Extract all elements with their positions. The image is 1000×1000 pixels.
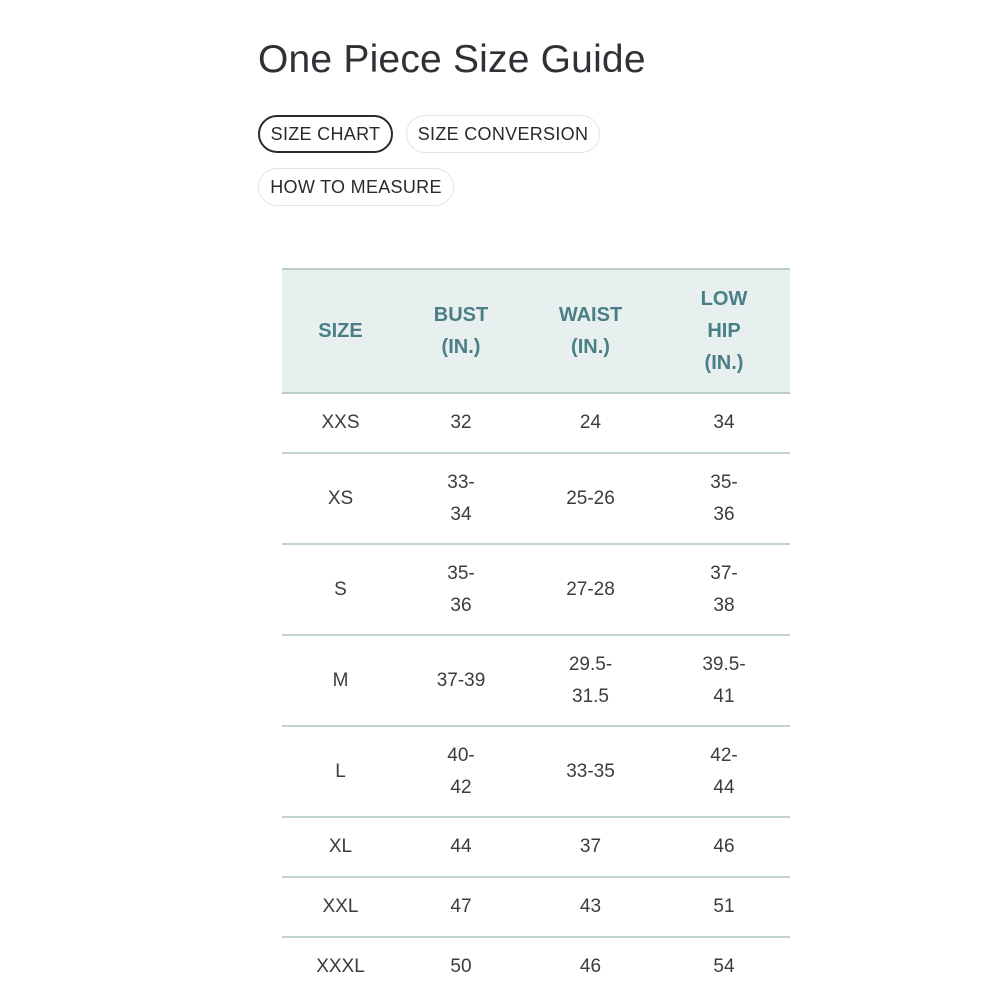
tab-size-chart[interactable]: SIZE CHART	[258, 115, 393, 153]
cell-bust: 35- 36	[399, 544, 523, 635]
cell-waist: 25-26	[523, 453, 658, 544]
table-row	[282, 393, 790, 453]
cell-hip: 39.5- 41	[658, 635, 790, 726]
table-row	[282, 453, 790, 544]
cell-bust: 32	[399, 393, 523, 453]
header-low-hip: LOW HIP (IN.)	[658, 269, 790, 393]
cell-hip: 34	[658, 393, 790, 453]
cell-waist: 33-35	[523, 726, 658, 817]
page-title: One Piece Size Guide	[258, 38, 646, 81]
tab-how-to-measure[interactable]: HOW TO MEASURE	[258, 168, 454, 206]
cell-bust: 40- 42	[399, 726, 523, 817]
cell-bust: 44	[399, 817, 523, 877]
cell-waist: 24	[523, 393, 658, 453]
cell-bust: 50	[450, 956, 472, 977]
cell-bust: 47	[399, 877, 523, 937]
table-row	[282, 817, 790, 877]
cell-waist: 46	[579, 956, 602, 977]
cell-size: M	[282, 635, 399, 726]
table-row	[282, 726, 790, 817]
tab-size-conversion[interactable]: SIZE CONVERSION	[406, 115, 600, 153]
cell-size: XXL	[282, 877, 399, 937]
size-chart-table	[282, 268, 790, 996]
cell-waist: 27-28	[523, 544, 658, 635]
cell-size: XXS	[282, 393, 399, 453]
cell-hip: 46	[658, 817, 790, 877]
cell-bust: 33- 34	[399, 453, 523, 544]
header-size: SIZE	[282, 269, 399, 393]
cell-waist: 29.5- 31.5	[523, 635, 658, 726]
table-row	[282, 877, 790, 937]
header-bust: BUST (IN.)	[399, 269, 523, 393]
cell-size: XS	[282, 453, 399, 544]
header-waist: WAIST (IN.)	[523, 269, 658, 393]
cell-size: XL	[282, 817, 399, 877]
cell-hip: 54	[713, 956, 735, 977]
cell-waist: 43	[523, 877, 658, 937]
table-row	[282, 544, 790, 635]
cell-hip: 42- 44	[658, 726, 790, 817]
cell-hip: 51	[658, 877, 790, 937]
table-row	[282, 635, 790, 726]
cell-bust: 37-39	[399, 635, 523, 726]
cell-size: XXXL	[316, 956, 365, 977]
cell-size: S	[282, 544, 399, 635]
table-header-row	[282, 269, 790, 393]
cell-waist: 37	[523, 817, 658, 877]
cell-hip: 35- 36	[658, 453, 790, 544]
table-row	[282, 937, 790, 996]
cell-size: L	[282, 726, 399, 817]
cell-hip: 37- 38	[658, 544, 790, 635]
